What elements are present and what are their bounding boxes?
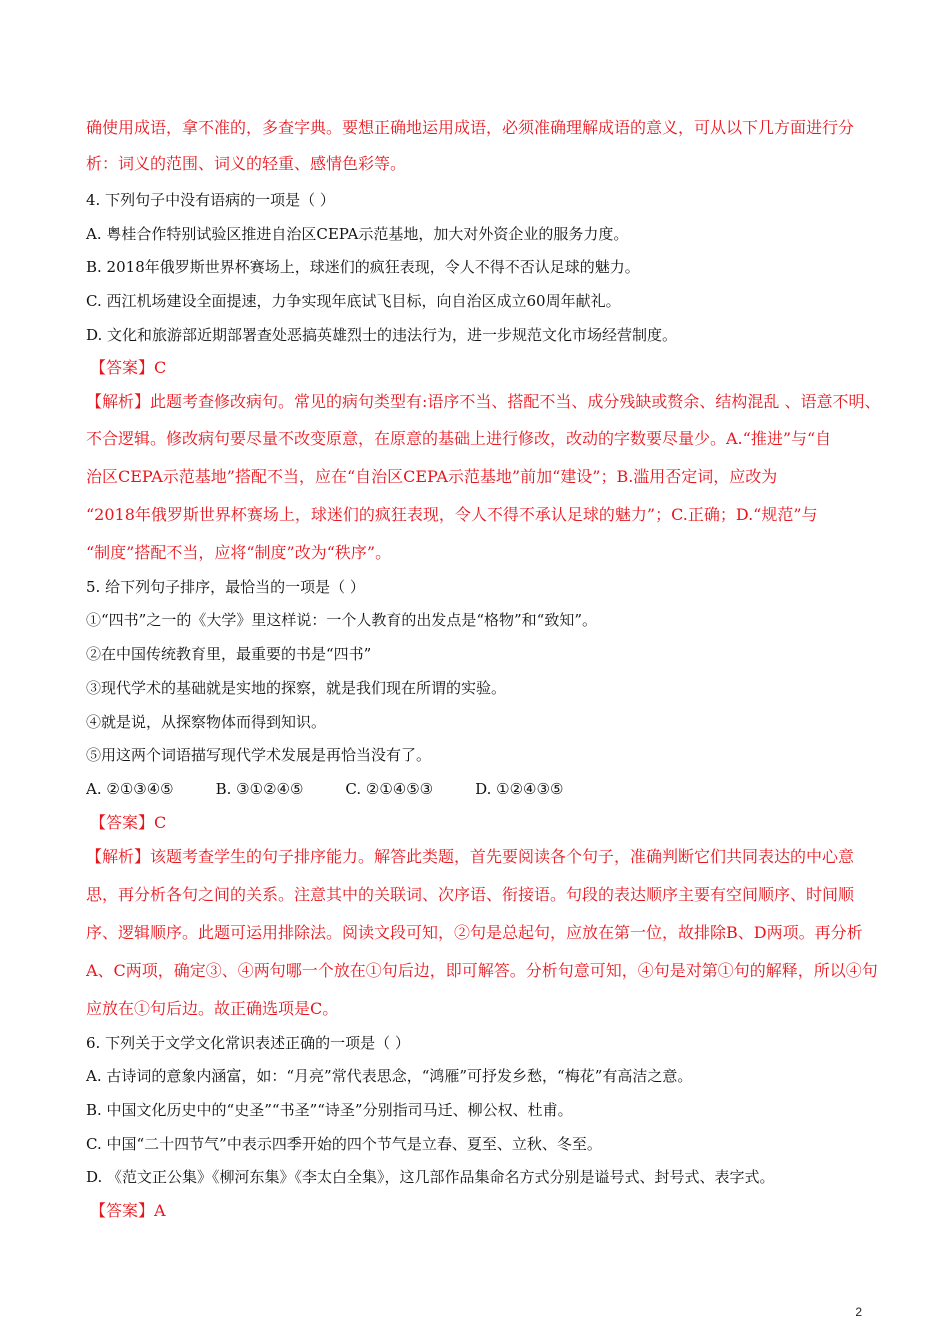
question-5-sentence-4: ④就是说，从探察物体而得到知识。 (86, 713, 327, 731)
question-5-stem: 5. 给下列句子排序，最恰当的一项是（ ） (86, 578, 365, 596)
question-4-option-d: D. 文化和旅游部近期部署查处恶搞英雄烈士的违法行为，进一步规范文化市场经营制度。 (86, 326, 678, 344)
question-5-analysis-line-5: 应放在①句后边。故正确选项是C。 (86, 999, 339, 1018)
question-4-option-c: C. 西江机场建设全面提速，力争实现年底试飞目标，向自治区成立60周年献礼。 (86, 292, 621, 310)
question-5-sentence-1: ①“四书”之一的《大学》里这样说：一个人教育的出发点是“格物”和“致知”。 (86, 611, 598, 629)
question-5-option-c: C. ②①④⑤③ (345, 780, 434, 798)
question-4-answer: 【答案】C (90, 358, 167, 377)
question-5-sentence-2: ②在中国传统教育里，最重要的书是“四书” (86, 645, 372, 663)
question-4-analysis-line-3: 治区CEPA示范基地”搭配不当，应在“自治区CEPA示范基地”前加“建设”；B.滥用否定词，应改为 (86, 467, 778, 486)
question-5-answer: 【答案】C (90, 813, 167, 832)
question-6-option-d: D. 《范文正公集》《柳河东集》《李太白全集》，这几部作品集命名方式分别是谥号式、封号式、表字式。 (86, 1168, 775, 1186)
question-5-option-b: B. ③①②④⑤ (215, 780, 304, 798)
question-6-option-b: B. 中国文化历史中的“史圣”“书圣”“诗圣”分别指司马迁、柳公权、杜甫。 (86, 1101, 573, 1119)
question-4-analysis-line-1: 【解析】此题考查修改病句。常见的病句类型有:语序不当、搭配不当、成分残缺或赘余、结构混乱 、语意不明、 (86, 392, 881, 411)
question-4-option-a: A. 粤桂合作特别试验区推进自治区CEPA示范基地，加大对外资企业的服务力度。 (86, 225, 629, 243)
intro-line-2: 析：词义的范围、词义的轻重、感情色彩等。 (86, 154, 407, 173)
question-5-analysis-line-3: 序、逻辑顺序。此题可运用排除法。阅读文段可知，②句是总起句，应放在第一位，故排除B、D两项。再分析 (86, 923, 863, 942)
question-6-stem: 6. 下列关于文学文化常识表述正确的一项是（ ） (86, 1034, 410, 1052)
question-4-stem: 4. 下列句子中没有语病的一项是（ ） (86, 191, 335, 209)
question-5-option-d: D. ①②④③⑤ (475, 780, 564, 798)
question-4-option-b: B. 2018年俄罗斯世界杯赛场上，球迷们的疯狂表现，令人不得不否认足球的魅力。 (86, 258, 640, 276)
question-4-analysis-line-2: 不合逻辑。修改病句要尽量不改变原意，在原意的基础上进行修改，改动的字数要尽量少。A.“推进”与“自 (86, 429, 832, 448)
question-5-option-a: A. ②①③④⑤ (86, 780, 174, 798)
question-5-sentence-3: ③现代学术的基础就是实地的探察，就是我们现在所谓的实验。 (86, 679, 507, 697)
question-6-answer: 【答案】A (90, 1201, 166, 1220)
question-4-analysis-line-5: “制度”搭配不当，应将“制度”改为“秩序”。 (86, 543, 392, 562)
question-6-option-a: A. 古诗词的意象内涵富，如：“月亮”常代表思念，“鸿雁”可抒发乡愁，“梅花”有高洁之意。 (86, 1067, 693, 1085)
question-5-analysis-line-4: A、C两项，确定③、④两句哪一个放在①句后边，即可解答。分析句意可知，④句是对第①句的解释，所以④句 (86, 961, 878, 980)
question-5-options (86, 779, 890, 799)
question-5-sentence-5: ⑤用这两个词语描写现代学术发展是再恰当没有了。 (86, 746, 432, 764)
page-number: 2 (855, 1305, 862, 1319)
question-5-analysis-line-2: 思，再分析各句之间的关系。注意其中的关联词、次序语、衔接语。句段的表达顺序主要有空间顺序、时间顺 (86, 885, 855, 904)
intro-line-1: 确使用成语，拿不准的，多查字典。要想正确地运用成语，必须准确理解成语的意义，可从以下几方面进行分 (86, 118, 855, 137)
question-6-option-c: C. 中国“二十四节气”中表示四季开始的四个节气是立春、夏至、立秋、冬至。 (86, 1135, 602, 1153)
question-5-analysis-line-1: 【解析】该题考查学生的句子排序能力。解答此类题，首先要阅读各个句子，准确判断它们共同表达的中心意 (86, 847, 855, 866)
question-4-analysis-line-4: “2018年俄罗斯世界杯赛场上，球迷们的疯狂表现，令人不得不承认足球的魅力”；C.正确；D.“规范”与 (86, 505, 818, 524)
